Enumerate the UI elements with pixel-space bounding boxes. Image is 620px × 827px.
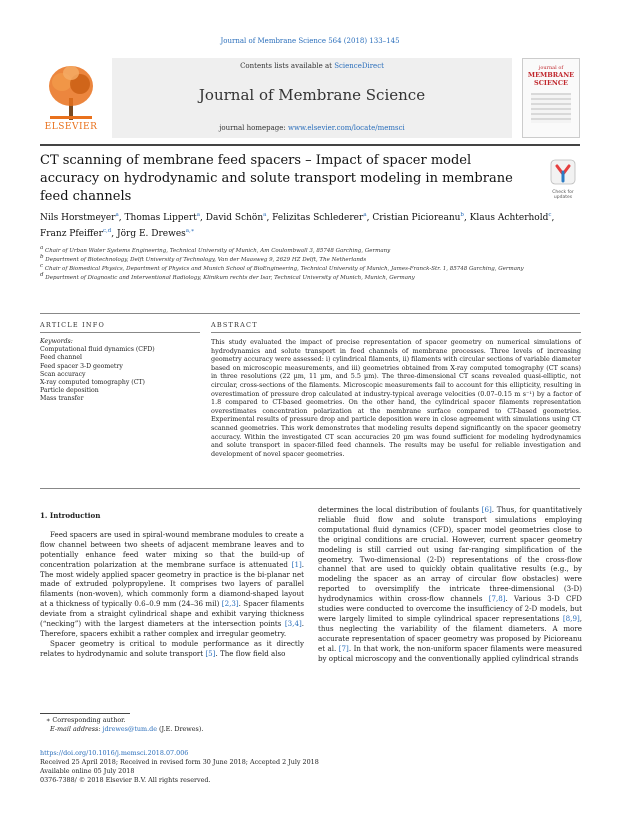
- keyword: Feed channel: [40, 354, 82, 362]
- journal-cover-thumbnail: [522, 58, 580, 138]
- contents-line: [112, 62, 512, 70]
- affiliation-text: Chair of Urban Water Systems Engineering, Technical University of Munich, Am Coulombwall 3, 85748 Garching, Germany: [45, 248, 391, 254]
- masthead-rule: [40, 144, 580, 146]
- cover-line-1: journal of: [538, 65, 564, 71]
- affiliation-text: Chair of Biomedical Physics, Department of Physics and Munich School of BioEngineering, Technical University of Munich, James-Franck-Str. 1, 85748 Garching, Germany: [44, 266, 524, 272]
- journal-reference[interactable]: Journal of Membrane Science 564 (2018) 133–145: [220, 37, 400, 45]
- author-affiliation-marker[interactable]: a: [263, 212, 267, 218]
- email-link[interactable]: jdrewes@tum.de: [102, 725, 157, 733]
- citation-link[interactable]: [8,9]: [562, 613, 580, 623]
- citation-link[interactable]: [2,3]: [221, 599, 239, 609]
- elsevier-wordmark: ELSEVIER: [44, 122, 98, 132]
- article-info-rule: [40, 332, 200, 333]
- affiliation: [40, 274, 580, 283]
- homepage-link[interactable]: www.elsevier.com/locate/memsci: [287, 124, 405, 132]
- sciencedirect-link[interactable]: ScienceDirect: [334, 62, 384, 70]
- author: Thomas Lippert$^a$: [124, 212, 201, 223]
- keyword: Scan accuracy: [40, 370, 86, 378]
- article-info-heading: ARTICLE INFO: [40, 321, 105, 329]
- cover-line-2: MEMBRANE: [527, 71, 575, 79]
- affiliation: [40, 256, 580, 265]
- keywords-list: [40, 346, 200, 403]
- abstract-rule: [211, 332, 581, 333]
- footnote-rule: [40, 713, 130, 714]
- crossmark-label: Check for updates: [552, 190, 574, 200]
- body-column-left: [40, 511, 304, 659]
- paper-title: CT scanning of membrane feed spacers – Impact of spacer model accuracy on hydrodynamic and solute transport modeling in membrane feed channels: [40, 153, 513, 204]
- affiliation-marker: a: [40, 245, 46, 252]
- cover-graphic: [531, 93, 571, 123]
- received-dates: Received 25 April 2018; Received in revised form 30 June 2018; Accepted 2 July 2018: [40, 758, 319, 766]
- crossmark-icon: [545, 158, 581, 186]
- keyword: Mass transfer: [40, 395, 84, 403]
- abstract-heading: ABSTRACT: [211, 321, 258, 329]
- journal-masthead: [40, 58, 580, 138]
- citation-link[interactable]: [7,8]: [488, 594, 506, 604]
- author-affiliation-marker[interactable]: a: [115, 212, 119, 218]
- journal-title: Journal of Membrane Science: [198, 86, 426, 104]
- email-suffix: (J.E. Drewes).: [157, 725, 204, 733]
- author: David Schön$^a$: [205, 212, 267, 223]
- keywords-label: Keywords:: [40, 338, 73, 345]
- affiliation-list: [40, 247, 580, 283]
- doi-link[interactable]: https://doi.org/10.1016/j.memsci.2018.07.006: [40, 749, 189, 757]
- citation-link[interactable]: [7]: [338, 643, 349, 653]
- email-line: [40, 725, 340, 734]
- author-affiliation-marker[interactable]: a: [363, 212, 367, 218]
- author: Felizitas Schlederer$^a$: [272, 212, 367, 223]
- article-history: [40, 749, 440, 785]
- author-list: Nils Horstmeyer$^a$, Thomas Lippert$^a$, David Schön$^a$, Felizitas Schlederer$^a$, Cristian Picioreanu$^b$, Klaus Achterhold$^c$, Franz Pfeiffer$^{c,d}$, Jörg E. Drewes$^{a,∗}$: [40, 212, 555, 239]
- intro-paragraph: Spacer geometry is critical to module performance as it directly relates to hydrodynamic and solute transport [5]. The flow field also: [40, 638, 304, 658]
- affiliation-marker: d: [40, 272, 46, 279]
- author: Franz Pfeiffer$^{c,d}$: [40, 228, 112, 239]
- affiliation: [40, 265, 580, 274]
- info-top-rule: [40, 313, 580, 314]
- keyword: X-ray computed tomography (CT): [40, 379, 145, 387]
- intro-left-paragraphs: [40, 530, 304, 659]
- corresponding-author-note: ∗ Corresponding author.: [46, 716, 126, 724]
- affiliation-text: Department of Diagnostic and Interventional Radiology, Klinikum rechts der Isar, Technical University of Munich, Munich, Germany: [45, 275, 415, 281]
- author: Nils Horstmeyer$^a$: [40, 212, 119, 223]
- affiliation-marker: b: [40, 254, 46, 261]
- email-label: E-mail address:: [50, 725, 103, 733]
- masthead-center: [112, 58, 512, 138]
- homepage-prefix: journal homepage:: [219, 124, 288, 132]
- abstract-text: This study evaluated the impact of precise representation of spacer geometry on numerical simulations of hydrodynamics and solute transport in feed channels of membrane processes. Three levels of increasing geometry accuracy were assessed: i) cylindrical filaments, ii) filaments with circular sections of variable diameter based on microscopic measurements, and iii) geometries obtained from X-ray computed tomography (CT scans) in three resolutions (22 µm, 11 µm, and 5.5 µm). The three-dimensional CT scans revealed quasi-elliptic, not circular, cross-sections of the filaments. Microscopic measurements fail to account for this ellipticity, resulting in overestimation of pressure drop calculated at industry-typical average velocities (0.07–0.15 m s⁻¹) by a factor of 1.8 compared to CT-based geometries. On the other hand, the cylindrical spacer filaments representation overestimates concentration polarization at the membrane surface compared to CT-based geometries. Experimental results of pressure drop and particle deposition were in close agreement with simulations using CT scanned geometries. This work demonstrates that modeling results depend significantly on the spacer geometry accuracy. Within the investigated CT scan accuracies 20 µm was found sufficient for modeling hydrodynamics and solute transport in spacer-filled feed channels. The results may be useful for reliable investigation and development of novel spacer geometries.: [211, 338, 581, 458]
- cover-line-3: SCIENCE: [534, 79, 568, 87]
- author-affiliation-marker[interactable]: a,∗: [185, 228, 195, 234]
- contents-prefix: Contents lists available at: [240, 62, 335, 70]
- author-affiliation-marker[interactable]: c,d: [102, 228, 112, 234]
- affiliation: [40, 247, 580, 256]
- body-column-right: [318, 505, 582, 664]
- affiliation-marker: c: [40, 263, 45, 270]
- keywords-block: [40, 338, 200, 404]
- abstract-bottom-rule: [40, 488, 580, 489]
- intro-heading: 1. Introduction: [40, 511, 101, 520]
- author-affiliation-marker[interactable]: b: [460, 212, 464, 218]
- affiliation-text: Department of Biotechnology, Delft University of Technology, Van der Maasweg 9, 2629 HZ Delft, The Netherlands: [45, 257, 367, 263]
- author: Klaus Achterhold$^c$: [469, 212, 552, 223]
- citation-link[interactable]: [6]: [481, 505, 492, 514]
- citation-link[interactable]: [5]: [205, 648, 216, 658]
- footnote: [40, 716, 340, 734]
- author-affiliation-marker[interactable]: c: [548, 212, 552, 218]
- author-affiliation-marker[interactable]: a: [196, 212, 201, 218]
- intro-right-paragraph: determines the local distribution of foulants [6]. Thus, for quantitatively reliable fluid flow and solute transport simulations employing computational fluid dynamics (CFD), spacer model geometries close to the original conditions are crucial. However, current spacer geometry modeling is still carried out using far-ranging simplification of the geometry. Two-dimensional (2-D) representations of the cross-flow channel that are used to quickly obtain qualitative results (e.g., by modeling the spacer as an array of circular flow obstacles) were reported to oversimplify the intricate three-dimensional (3-D) hydrodynamics within cross-flow channels [7,8]. Various 3-D CFD studies were conducted to overcome the insufficiency of 2-D models, but were largely limited to simple cylindrical spacer representations [8,9], thus neglecting the variability of the filament diameters. A more accurate representation of spacer geometry was proposed by Picioreanu et al. [7]. In that work, the non-uniform spacer filaments were measured by optical microscopy and the conventionally applied cylindrical strands: [318, 505, 583, 663]
- elsevier-logo: [40, 58, 102, 138]
- crossmark-badge[interactable]: [545, 158, 581, 198]
- citation-link[interactable]: [3,4]: [284, 619, 302, 629]
- homepage-line: [112, 124, 512, 132]
- citation-link[interactable]: [1]: [291, 559, 302, 569]
- keyword: Particle deposition: [40, 387, 99, 395]
- author: Jörg E. Drewes$^{a,∗}$: [117, 228, 195, 239]
- copyright-line: 0376-7388/ © 2018 Elsevier B.V. All rights reserved.: [40, 776, 211, 784]
- keyword: Computational fluid dynamics (CFD): [40, 346, 155, 354]
- available-online: Available online 05 July 2018: [40, 767, 135, 775]
- author: Cristian Picioreanu$^b$: [372, 212, 464, 223]
- intro-paragraph: Feed spacers are used in spiral-wound membrane modules to create a flow channel between two sheets of adjacent membrane leaves and to potentially enhance feed water mixing so that the build-up of concentration polarization at the membrane surface is attenuated [1]. The most widely applied spacer geometry in practice is the bi-planar net made of extruded polypropylene. It comprises two layers of parallel filaments (non-woven), which commonly form a diamond-shaped layout at a thickness of typically 0.6–0.9 mm (24–36 mil) [2,3]. Spacer filaments deviate from a straight cylindrical shape and exhibit varying thickness (“necking”) with the largest diameters at the intersection points [3,4]. Therefore, spacers exhibit a rather complex and irregular geometry.: [40, 529, 304, 638]
- keyword: Feed spacer 3-D geometry: [40, 362, 123, 370]
